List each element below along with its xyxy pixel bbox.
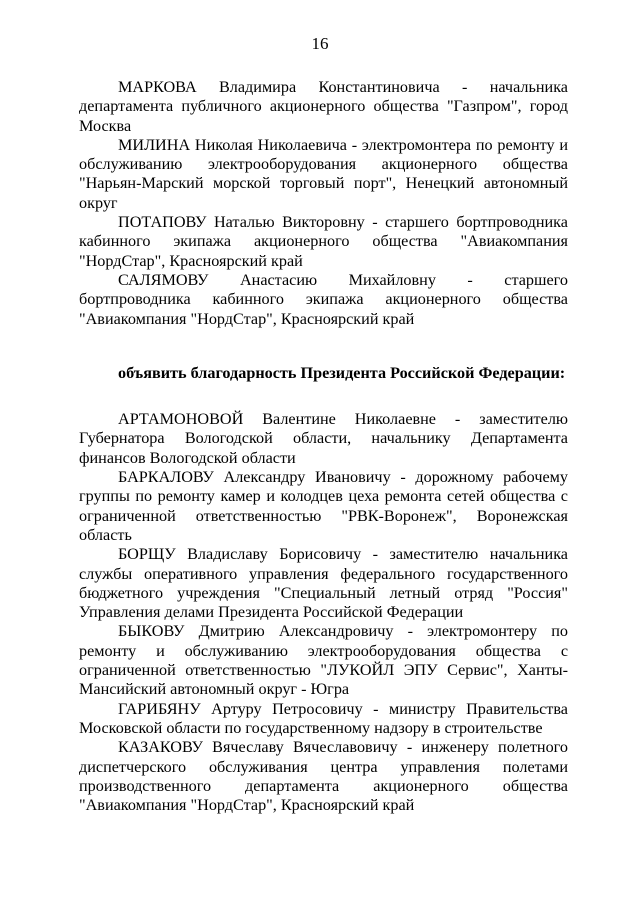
page-number: 16	[311, 34, 329, 53]
gratitude-entry-garibyan: ГАРИБЯНУ Артуру Петросовичу - министру Правительства Московской области по государственному надзору в строительстве	[79, 699, 568, 737]
gratitude-entry-barkalov: БАРКАЛОВУ Александру Ивановичу - дорожному рабочему группы по ремонту камер и колодцев цеха ремонта сетей общества с ограниченной ответственностью "РВК-Воронеж", Воронежская область	[79, 468, 568, 544]
award-entry-potapova: ПОТАПОВУ Наталью Викторовну - старшего бортпроводника кабинного экипажа акционерного общества "Авиакомпания "НордСтар", Красноярский край	[79, 213, 568, 270]
gratitude-entry-bykov: БЫКОВУ Дмитрию Александровичу - электромонтеру по ремонту и обслуживанию электрооборудования общества с ограниченной ответственностью "ЛУКОЙЛ ЭПУ Сервис", Ханты-Мансийский автономный округ - Югра	[79, 622, 568, 699]
section-heading: объявить благодарность Президента Российской Федерации:	[118, 363, 566, 382]
award-entry-milin: МИЛИНА Николая Николаевича - электромонтера по ремонту и обслуживанию электрооборудования акционерного общества "Нарьян-Марский морской торговый порт", Ненецкий автономный округ	[79, 135, 568, 212]
gratitude-entry-kazakov: КАЗАКОВУ Вячеславу Вячеславовичу - инженеру полетного диспетчерского обслуживания центра управления полетами производственного департамента акционерного общества "Авиакомпания "НордСтар", Красноярский край	[79, 738, 568, 815]
document-body	[79, 78, 568, 815]
gratitude-entry-artamonova: АРТАМОНОВОЙ Валентине Николаевне - заместителю Губернатора Вологодской области, начальнику Департамента финансов Вологодской области	[79, 410, 568, 467]
award-entry-markov: МАРКОВА Владимира Константиновича - начальника департамента публичного акционерного общества "Газпром", город Москва	[79, 78, 568, 135]
award-entry-salyamova: САЛЯМОВУ Анастасию Михайловну - старшего бортпроводника кабинного экипажа акционерного общества "Авиакомпания "НордСтар", Красноярский край	[79, 270, 568, 328]
gratitude-entry-borshch: БОРЩУ Владиславу Борисовичу - заместителю начальника службы оперативного управления федерального государственного бюджетного учреждения "Специальный летный отряд "Россия" Управления делами Президента Российской Федерации	[79, 545, 568, 622]
